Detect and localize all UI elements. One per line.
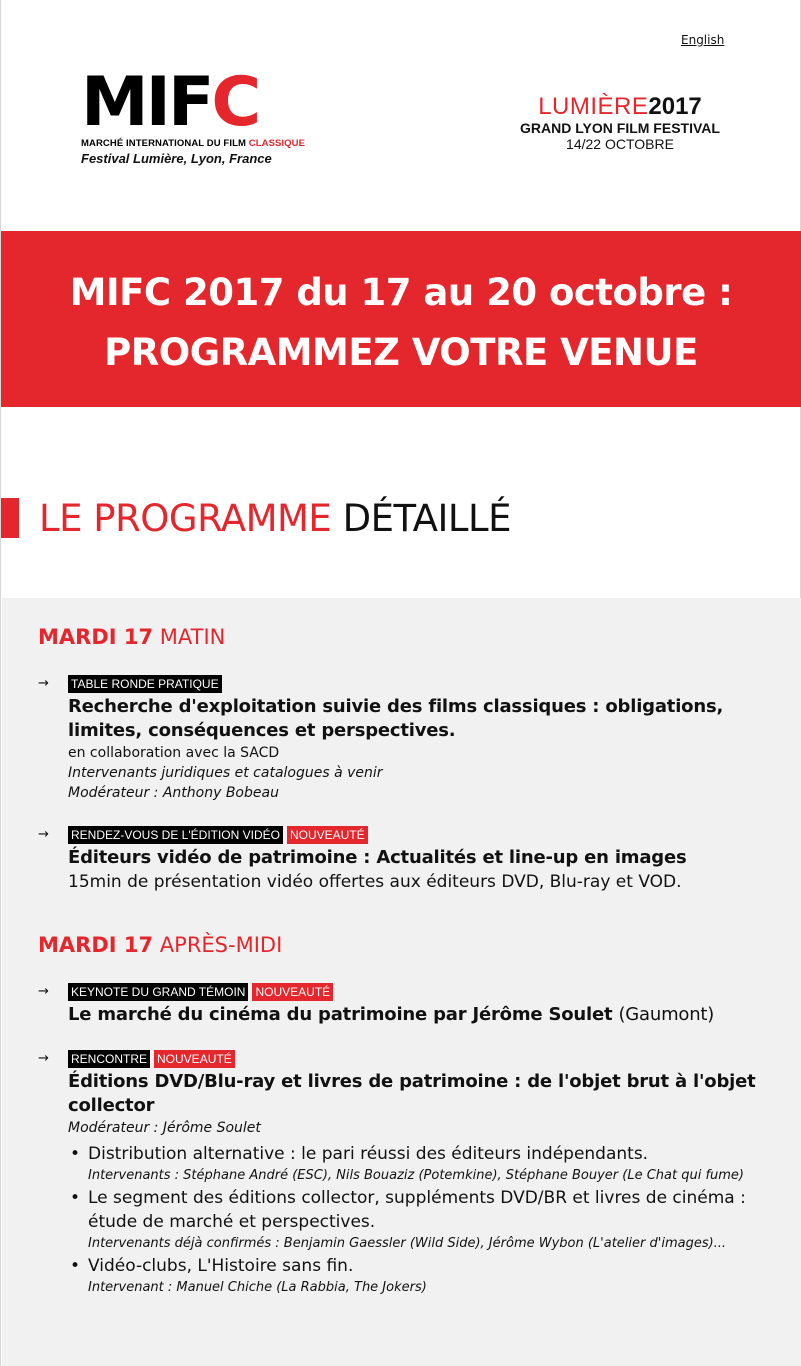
item-title: Le marché du cinéma du patrimoine par Jérôme Soulet (Gaumont) [68, 1004, 715, 1025]
section-title-black: DÉTAILLÉ [342, 496, 512, 540]
day-heading-afternoon: MARDI 17 APRÈS-MIDI [38, 933, 283, 957]
session-list [68, 1142, 768, 1298]
new-badge: NOUVEAUTÉ [154, 1050, 235, 1068]
list-item: • Vidéo-clubs, L'Histoire sans fin. Intervenant : Manuel Chiche (La Rabbia, The Jokers) [70, 1256, 427, 1295]
tag-label: RENDEZ-VOUS DE L'ÉDITION VIDÉO [68, 826, 283, 844]
item-speakers: Intervenants juridiques et catalogues à venir [68, 765, 383, 781]
programme-item [38, 675, 768, 803]
mifc-logo-place: Festival Lumière, Lyon, France [81, 151, 272, 166]
item-title: Éditeurs vidéo de patrimoine : Actualités et line-up en images [68, 847, 687, 868]
section-title-accent-bar [1, 498, 19, 538]
item-detail: en collaboration avec la SACD [68, 745, 280, 761]
lumiere-festival-logo [515, 94, 725, 152]
new-badge: NOUVEAUTÉ [252, 983, 333, 1001]
lumiere-logo-subtitle: GRAND LYON FILM FESTIVAL [520, 120, 720, 136]
mifc-logo-subtitle: MARCHÉ INTERNATIONAL DU FILM CLASSIQUE [81, 138, 306, 149]
item-moderator: Modérateur : Anthony Bobeau [68, 785, 279, 801]
tag-label: KEYNOTE DU GRAND TÉMOIN [68, 983, 248, 1001]
tag-label: RENCONTRE [68, 1050, 150, 1068]
programme-item [38, 983, 768, 1027]
list-item: • Le segment des éditions collector, suppléments DVD/BR et livres de cinéma : étude de marché et perspectives. Intervenants déjà confirmés : Benjamin Gaessler (Wild Side), Jérôme Wybon (L'atelier d'images)... [70, 1188, 746, 1251]
bullet-icon: • [70, 1256, 81, 1276]
item-title: Éditions DVD/Blu-ray et livres de patrimoine : de l'objet brut à l'objet collector [68, 1071, 756, 1116]
bullet-icon: • [70, 1144, 81, 1164]
item-moderator: Modérateur : Jérôme Soulet [68, 1120, 261, 1136]
section-title [1, 493, 511, 543]
arrow-right-icon: → [38, 1051, 49, 1066]
lumiere-logo-title: LUMIÈRE2017 [538, 93, 702, 120]
item-title: Recherche d'exploitation suivie des films classiques : obligations, limites, conséquences et perspectives. [68, 696, 724, 741]
bullet-icon: • [70, 1188, 81, 1208]
language-link-english[interactable]: English [681, 33, 725, 47]
arrow-right-icon: → [38, 676, 49, 691]
banner-line-2: PROGRAMMEZ VOTRE VENUE [104, 331, 698, 374]
section-title-red: LE PROGRAMME [39, 496, 332, 540]
new-badge: NOUVEAUTÉ [287, 826, 368, 844]
headline-banner [1, 231, 801, 407]
mifc-logo-wordmark: MIFC [81, 63, 259, 142]
banner-line-1: MIFC 2017 du 17 au 20 octobre : [69, 271, 733, 314]
lumiere-logo-dates: 14/22 OCTOBRE [566, 136, 674, 152]
tag-label: TABLE RONDE PRATIQUE [68, 675, 222, 693]
mifc-logo [81, 63, 306, 166]
arrow-right-icon: → [38, 984, 49, 999]
item-detail: 15min de présentation vidéo offertes aux éditeurs DVD, Blu-ray et VOD. [68, 872, 682, 892]
programme-item [38, 1050, 768, 1298]
day-heading-morning: MARDI 17 MATIN [38, 625, 226, 649]
list-item: • Distribution alternative : le pari réussi des éditeurs indépendants. Intervenants : Stéphane André (ESC), Nils Bouaziz (Potemkine), Stéphane Bouyer (Le Chat qui fume) [70, 1144, 745, 1183]
programme-block [2, 598, 801, 1366]
arrow-right-icon: → [38, 827, 49, 842]
programme-item [38, 826, 768, 894]
